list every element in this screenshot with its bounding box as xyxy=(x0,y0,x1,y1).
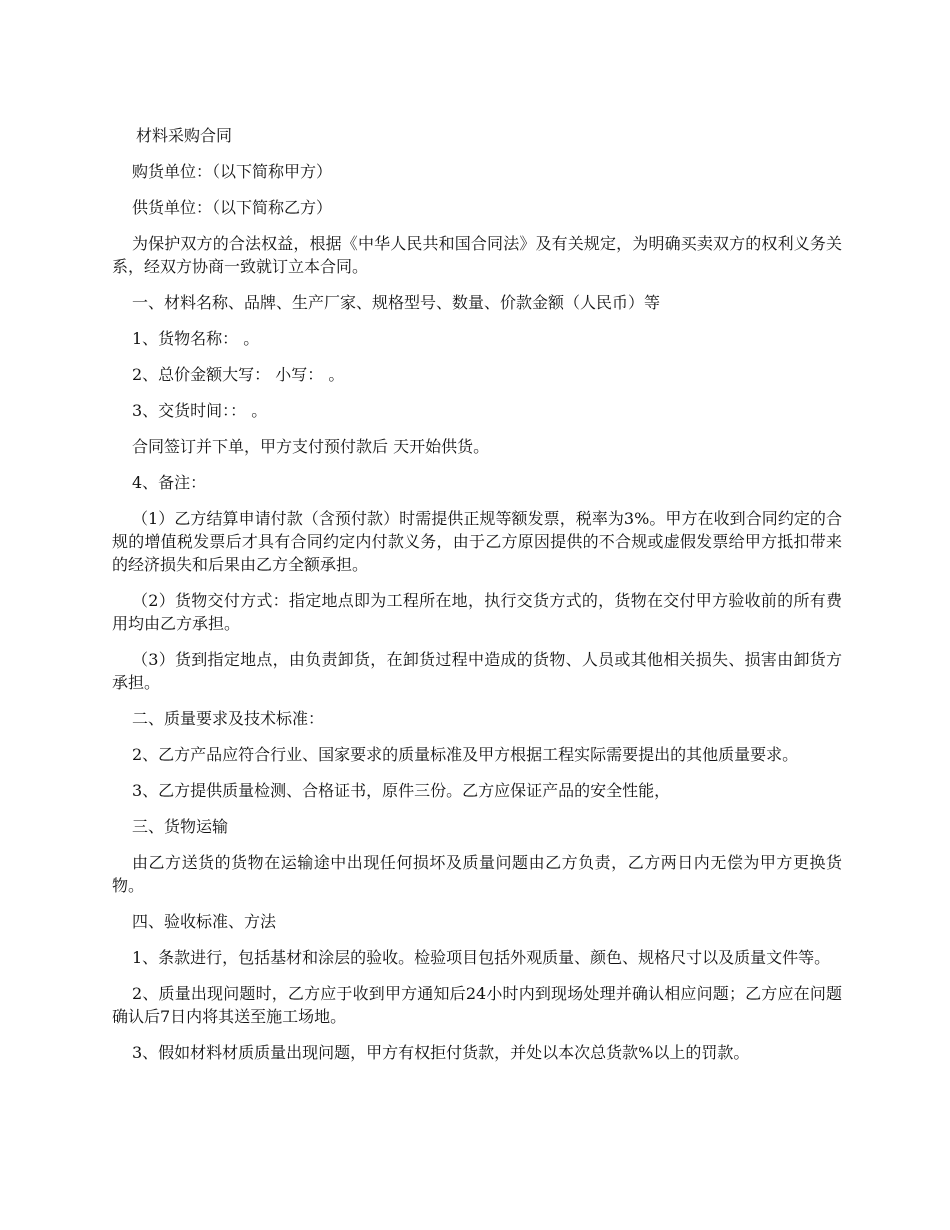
remark-invoice: （1）乙方结算申请付款（含预付款）时需提供正规等额发票，税率为3%。甲方在收到合同约定的合规的增值税发票后才具有合同约定内付款义务，由于乙方原因提供的不合规或虚假发票给甲方抵扣带来的经济损失和后果由乙方全额承担。 xyxy=(112,509,842,574)
remark-unloading: （3）货到指定地点，由负责卸货，在卸货过程中造成的货物、人员或其他相关损失、损害由卸货方承担。 xyxy=(112,650,842,692)
clause-acceptance-inspection: 1、条款进行，包括基材和涂层的验收。检验项目包括外观质量、颜色、规格尺寸以及质量文件等。 xyxy=(132,948,831,967)
section-heading-acceptance: 四、验收标准、方法 xyxy=(132,912,277,931)
clause-delivery-time: 3、交货时间：： 。 xyxy=(132,401,268,420)
remark-delivery-method: （2）货物交付方式：指定地点即为工程所在地，执行交货方式的，货物在交付甲方验收前的所有费用均由乙方承担。 xyxy=(112,591,842,633)
supplier-line: 供货单位：（以下简称乙方） xyxy=(132,198,333,217)
clause-total-amount: 2、总价金额大写： 小写： 。 xyxy=(132,365,345,384)
preamble-paragraph: 为保护双方的合法权益，根据《中华人民共和国合同法》及有关规定，为明确买卖双方的权利义务关系，经双方协商一致就订立本合同。 xyxy=(112,234,842,276)
document-title: 材料采购合同 xyxy=(136,126,233,145)
clause-goods-name: 1、货物名称： 。 xyxy=(132,329,260,348)
section-heading-quality: 二、质量要求及技术标准： xyxy=(132,709,325,728)
clause-remarks-heading: 4、备注： xyxy=(132,473,207,492)
section-heading-transport: 三、货物运输 xyxy=(132,817,229,836)
clause-transport: 由乙方送货的货物在运输途中出现任何损坏及质量问题由乙方负责，乙方两日内无偿为甲方更换货物。 xyxy=(112,853,842,895)
buyer-line: 购货单位：（以下简称甲方） xyxy=(132,162,333,181)
clause-acceptance-issue: 2、质量出现问题时，乙方应于收到甲方通知后24小时内到现场处理并确认相应问题；乙方应在问题确认后7日内将其送至施工场地。 xyxy=(112,984,842,1026)
section-heading-materials: 一、材料名称、品牌、生产厂家、规格型号、数量、价款金额（人民币）等 xyxy=(132,293,661,312)
clause-supply-start: 合同签订并下单，甲方支付预付款后 天开始供货。 xyxy=(132,437,490,456)
clause-quality-certificate: 3、乙方提供质量检测、合格证书，原件三份。乙方应保证产品的安全性能， xyxy=(132,781,671,800)
clause-quality-standard: 2、乙方产品应符合行业、国家要求的质量标准及甲方根据工程实际需要提出的其他质量要求。 xyxy=(132,745,799,764)
document-body xyxy=(112,124,842,1077)
clause-acceptance-penalty: 3、假如材料材质质量出现问题，甲方有权拒付货款，并处以本次总货款%以上的罚款。 xyxy=(132,1043,750,1062)
